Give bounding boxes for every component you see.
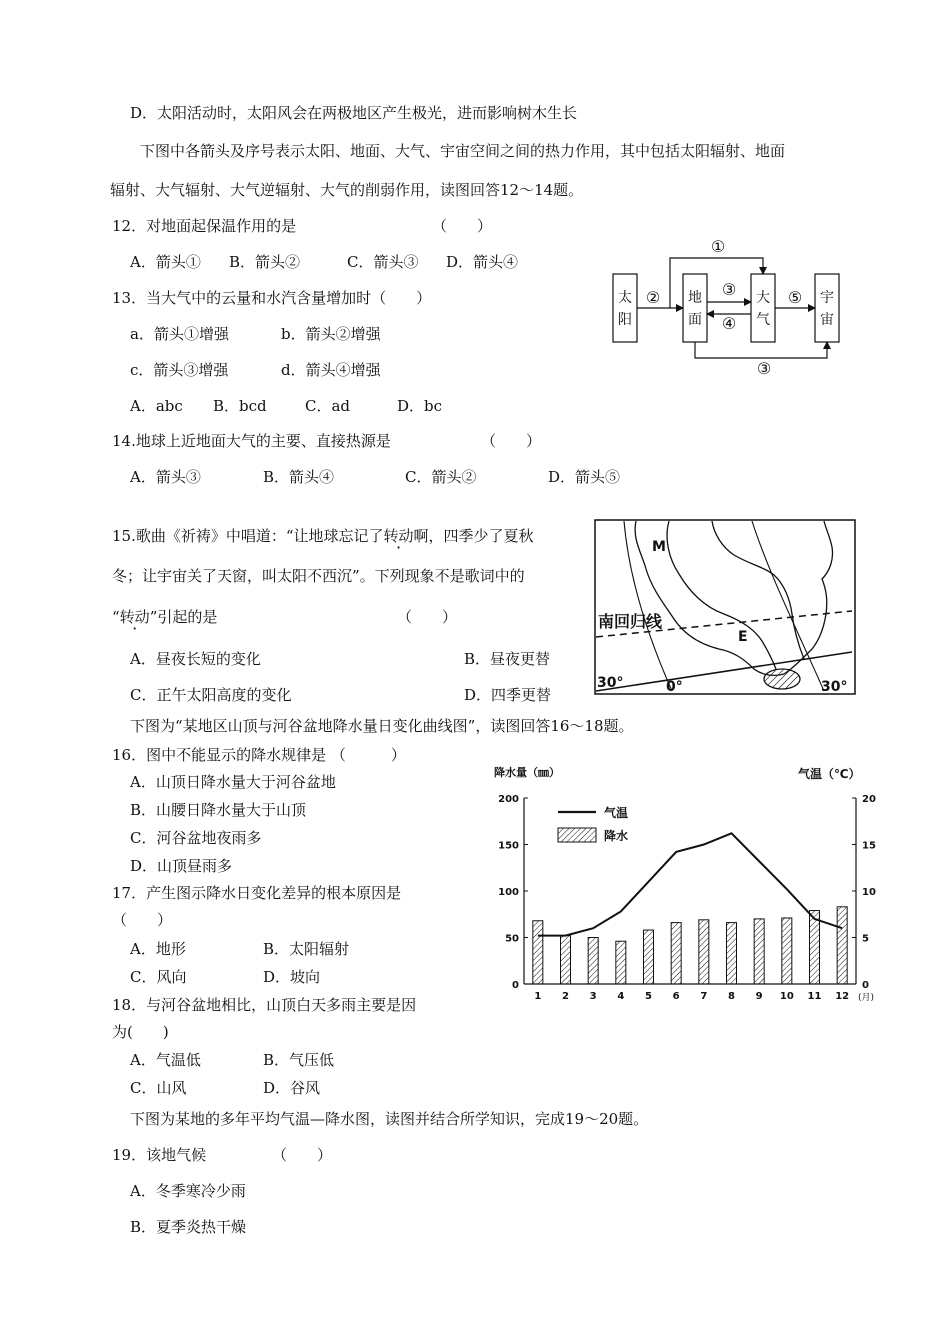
num-3: ③ — [721, 280, 737, 299]
q16-option-b: B．山腰日降水量大于山顶 — [130, 801, 307, 819]
q15-dotted-word: 转动 — [119, 608, 150, 626]
question-14: 14.地球上近地面大气的主要、直接热源是 — [112, 432, 391, 450]
question-13: 13．当大气中的云量和水汽含量增加时（ ） — [112, 289, 432, 307]
x-tick-label: 12 — [835, 991, 850, 1002]
y-tick-label-left: 200 — [498, 794, 519, 805]
question-15-line2: 冬；让宇宙关了天窗，叫太阳不西沉”。下列现象不是歌词中的 — [112, 567, 525, 585]
q12-option-c: C．箭头③ — [347, 253, 419, 271]
answer-paren: （ ） — [397, 608, 458, 626]
y-tick-label-left: 150 — [498, 840, 519, 852]
q17-option-c: C．风向 — [130, 968, 187, 986]
question-12: 12．对地面起保温作用的是 — [112, 217, 297, 235]
option-d-line: D．太阳活动时，太阳风会在两极地区产生极光，进而影响树木生长 — [130, 104, 578, 122]
atmosphere-box — [751, 274, 775, 342]
x-tick-label: 2 — [562, 991, 569, 1002]
q15-option-d: D．四季更替 — [464, 686, 552, 704]
q13-choice-a: a．箭头①增强 — [130, 325, 229, 343]
y-tick-label-right: 20 — [862, 794, 876, 805]
q16-option-c: C．河谷盆地夜雨多 — [130, 829, 262, 847]
x-tick-label: 4 — [617, 991, 625, 1002]
y-tick-label-right: 5 — [862, 933, 869, 945]
precip-bar — [810, 911, 820, 984]
question-18-cont: 为( ) — [112, 1023, 169, 1041]
q19-option-a: A．冬季寒冷少雨 — [130, 1182, 246, 1200]
precip-bar — [837, 907, 847, 984]
y-tick-label-right: 15 — [862, 840, 876, 852]
intro-12-14-cont: 辐射、大气辐射、大气逆辐射、大气的削弱作用，读图回答12～14题。 — [110, 181, 584, 199]
q18-option-c: C．山风 — [130, 1079, 187, 1097]
space-box — [815, 274, 839, 342]
q14-option-d: D．箭头⑤ — [548, 468, 621, 486]
q17-option-d: D．坡向 — [263, 968, 321, 986]
legend-precip-swatch — [558, 828, 596, 842]
num-1: ① — [710, 237, 726, 256]
legend-precip-label: 降水 — [604, 829, 629, 843]
label-m: M — [652, 539, 666, 555]
answer-paren: （ ） — [112, 911, 173, 929]
y-tick-label-left: 50 — [505, 933, 519, 945]
q13-choice-c: c．箭头③增强 — [130, 361, 229, 379]
q14-option-c: C．箭头② — [405, 468, 477, 486]
question-15-line3 — [112, 607, 217, 627]
precip-bar — [561, 936, 571, 984]
label-e: E — [738, 629, 748, 645]
y-axis-right-title: 气温（℃） — [798, 767, 861, 781]
q15-text: 啊，四季少了夏秋 — [413, 527, 534, 545]
q13-option-a: A．abc — [130, 397, 183, 415]
q18-option-b: B．气压低 — [263, 1051, 335, 1069]
lat-30-label: 30° — [597, 675, 624, 691]
tropic-label: 南回归线 — [598, 612, 663, 631]
precip-bar — [671, 923, 681, 984]
q17-option-a: A．地形 — [130, 940, 186, 958]
q15-text: ”引起的是 — [149, 608, 218, 626]
precip-bar — [754, 919, 764, 984]
precip-bar — [782, 918, 792, 984]
q15-dotted-word: 转动 — [383, 527, 414, 545]
y-tick-label-right: 10 — [862, 887, 876, 898]
intro-12-14: 下图中各箭头及序号表示太阳、地面、大气、宇宙空间之间的热力作用，其中包括太阳辐射、地面 — [140, 142, 786, 160]
africa-map — [594, 519, 856, 695]
precip-bar — [644, 930, 654, 984]
legend-temp-label: 气温 — [604, 806, 629, 820]
q14-option-a: A．箭头③ — [130, 468, 201, 486]
question-17: 17．产生图示降水日变化差异的根本原因是 — [112, 884, 402, 902]
precip-bar — [727, 923, 737, 984]
num-2: ② — [645, 288, 661, 307]
q18-option-a: A．气温低 — [130, 1051, 201, 1069]
x-tick-label: 1 — [534, 991, 542, 1002]
shaded-area — [764, 669, 800, 689]
q13-option-b: B．bcd — [213, 397, 267, 415]
q12-option-b: B．箭头② — [229, 253, 301, 271]
q15-option-a: A．昼夜长短的变化 — [130, 650, 261, 668]
precip-bars — [533, 907, 847, 984]
y-tick-label-left: 0 — [512, 980, 519, 991]
q13-option-c: C．ad — [305, 397, 351, 415]
ground-box — [683, 274, 707, 342]
x-tick-label: 7 — [700, 991, 708, 1002]
lon-0-label: 0° — [666, 679, 683, 695]
temperature-line — [538, 833, 842, 935]
q15-text: 15.歌曲《祈祷》中唱道：“让地球忘记了 — [112, 527, 384, 545]
num-4: ④ — [721, 314, 737, 333]
q19-option-b: B．夏季炎热干燥 — [130, 1218, 247, 1236]
x-unit-label: (月) — [858, 993, 875, 1003]
question-18: 18．与河谷盆地相比，山顶白天多雨主要是因 — [112, 996, 417, 1014]
x-tick-label: 3 — [589, 991, 597, 1002]
q12-option-a: A．箭头① — [130, 253, 201, 271]
q15-text: “ — [112, 608, 120, 626]
y-tick-label-right: 0 — [862, 980, 869, 991]
y-tick-label-left: 100 — [498, 887, 519, 898]
precip-bar — [533, 921, 543, 984]
num-5: ⑤ — [787, 288, 803, 307]
question-19: 19．该地气候 — [112, 1146, 207, 1164]
q14-option-b: B．箭头④ — [263, 468, 335, 486]
x-tick-label: 10 — [779, 991, 794, 1002]
answer-paren: （ ） — [432, 217, 493, 235]
x-tick-label: 8 — [728, 991, 735, 1002]
answer-paren: （ ） — [272, 1146, 333, 1164]
precip-bar — [616, 941, 626, 984]
sun-label: 太阳 — [618, 290, 632, 328]
q13-choice-b: b．箭头②增强 — [281, 325, 381, 343]
atmosphere-label: 大气 — [756, 290, 770, 328]
arrow-3-bottom — [695, 342, 827, 358]
q16-option-a: A．山顶日降水量大于河谷盆地 — [130, 773, 336, 791]
x-tick-label: 11 — [807, 991, 822, 1002]
q15-option-b: B．昼夜更替 — [464, 650, 551, 668]
space-label: 宇宙 — [820, 290, 834, 328]
arrow-1 — [670, 258, 763, 308]
num-3-bottom: ③ — [756, 359, 772, 378]
q13-option-d: D．bc — [397, 397, 443, 415]
x-tick-label: 9 — [755, 991, 763, 1002]
question-16: 16．图中不能显示的降水规律是 （ ） — [112, 746, 406, 764]
lon-30-label: 30° — [821, 679, 848, 695]
q17-option-b: B．太阳辐射 — [263, 940, 350, 958]
q13-choice-d: d．箭头④增强 — [281, 361, 381, 379]
ground-label: 地面 — [688, 290, 702, 328]
heat-transfer-diagram — [600, 232, 855, 380]
q16-option-d: D．山顶昼雨多 — [130, 857, 233, 875]
y-axis-left-title: 降水量（㎜） — [494, 766, 560, 779]
q12-option-d: D．箭头④ — [446, 253, 519, 271]
climate-chart — [488, 762, 876, 1010]
sun-box — [613, 274, 637, 342]
q15-option-c: C．正午太阳高度的变化 — [130, 686, 292, 704]
precip-bar — [699, 920, 709, 984]
precip-bar — [588, 938, 598, 985]
answer-paren: （ ） — [481, 432, 542, 450]
intro-16-18: 下图为“某地区山顶与河谷盆地降水量日变化曲线图”，读图回答16～18题。 — [130, 717, 634, 735]
x-tick-label: 5 — [645, 991, 652, 1002]
intro-19-20: 下图为某地的多年平均气温—降水图，读图并结合所学知识，完成19～20题。 — [130, 1110, 649, 1128]
q18-option-d: D．谷风 — [263, 1079, 321, 1097]
chart-axes — [524, 798, 856, 984]
question-15-line1 — [112, 526, 534, 546]
x-tick-label: 6 — [672, 991, 680, 1002]
